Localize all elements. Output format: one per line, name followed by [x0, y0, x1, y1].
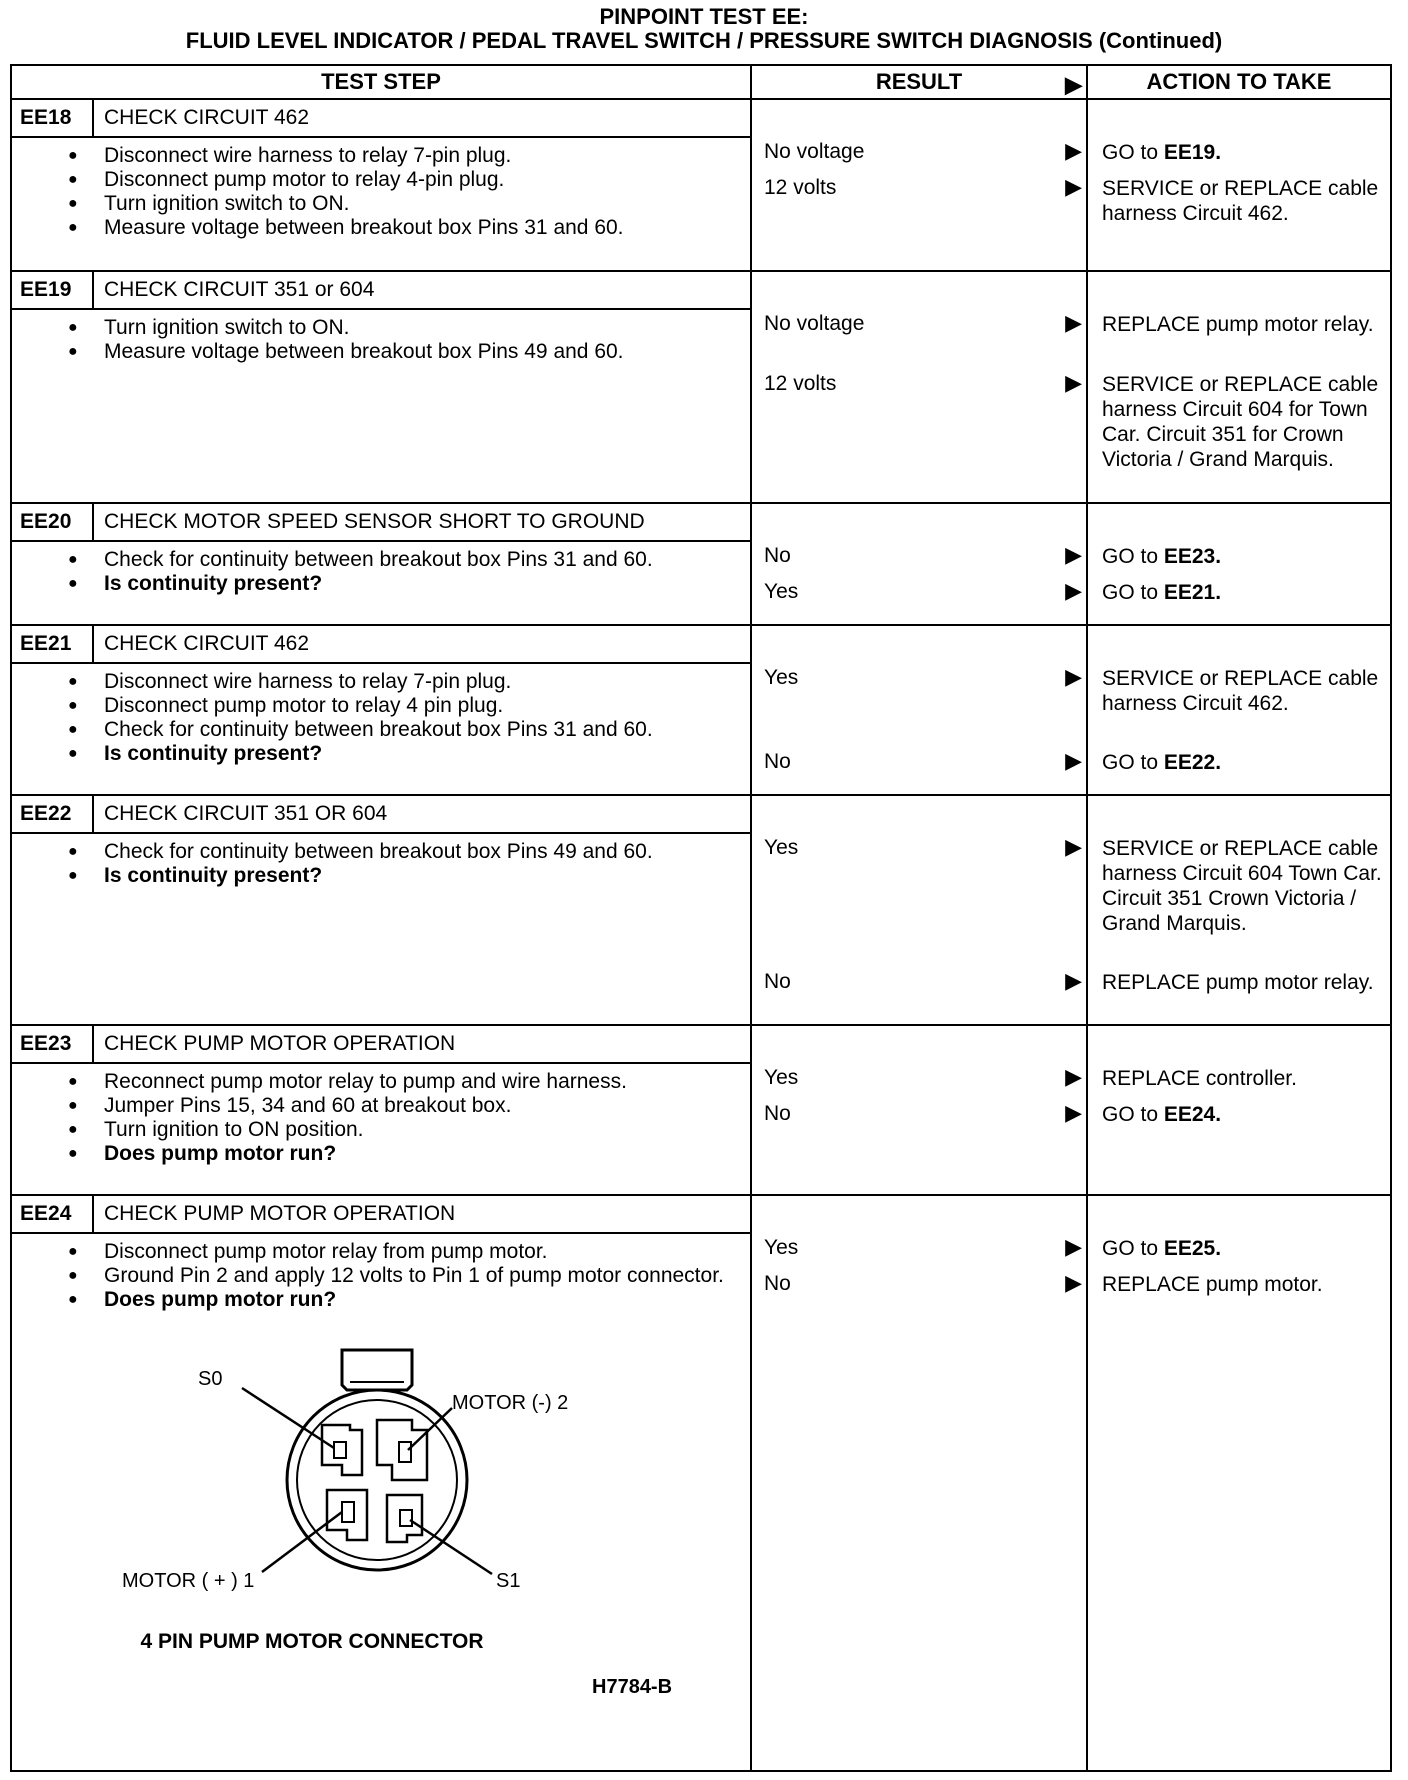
list-item-question: ● Is continuity present? [104, 864, 740, 888]
result-cell [751, 503, 1087, 625]
col-header-test-step: TEST STEP [11, 65, 751, 99]
list-item: ● Disconnect wire harness to relay 7-pin plug. [104, 144, 740, 168]
test-step-cell [11, 795, 751, 1025]
arrow-right-icon: ▶ [1065, 968, 1082, 993]
list-item: ● Disconnect pump motor to relay 4-pin plug. [104, 168, 740, 192]
list-item: ● Ground Pin 2 and apply 12 volts to Pin 1 of pump motor connector. [104, 1264, 740, 1288]
test-step-cell [11, 99, 751, 271]
list-item: ● Check for continuity between breakout box Pins 49 and 60. [104, 840, 740, 864]
action-text: SERVICE or REPLACE cable harness Circuit 462. [1102, 177, 1379, 225]
result-value: No [764, 544, 791, 567]
test-step-cell [11, 1025, 751, 1195]
list-item-question: ● Is continuity present? [104, 572, 740, 596]
action-text: GO to EE22. [1102, 751, 1222, 774]
result-value: No [764, 970, 791, 993]
list-item-question: ● Does pump motor run? [104, 1288, 740, 1312]
label-s1: S1 [496, 1570, 521, 1592]
label-s0: S0 [198, 1368, 223, 1390]
step-title: CHECK PUMP MOTOR OPERATION [104, 1032, 456, 1055]
arrow-right-icon: ▶ [1065, 1234, 1082, 1259]
table-row [11, 795, 1391, 1025]
step-id: EE20 [12, 504, 94, 540]
arrow-right-icon: ▶ [1065, 1100, 1082, 1125]
label-motor-pos: MOTOR ( + ) 1 [122, 1570, 255, 1592]
action-cell [1087, 503, 1391, 625]
action-text: REPLACE pump motor relay. [1102, 971, 1374, 994]
col-header-result-label: RESULT [875, 69, 963, 94]
result-value: Yes [764, 1236, 799, 1259]
step-title: CHECK CIRCUIT 351 OR 604 [104, 802, 388, 825]
step-id: EE19 [12, 272, 94, 308]
result-value: 12 volts [764, 372, 837, 395]
list-item: ● Disconnect pump motor to relay 4 pin plug. [104, 694, 740, 718]
figure-id: H7784-B [592, 1676, 673, 1698]
test-step-cell [11, 503, 751, 625]
arrow-right-icon: ▶ [1065, 1064, 1082, 1089]
list-item: ● Measure voltage between breakout box Pins 31 and 60. [104, 216, 740, 240]
result-value: Yes [764, 836, 799, 859]
test-step-cell [11, 271, 751, 503]
action-text: GO to EE24. [1102, 1103, 1222, 1126]
action-cell [1087, 1025, 1391, 1195]
test-step-cell [11, 625, 751, 795]
action-cell [1087, 1195, 1391, 1771]
result-value: No voltage [764, 140, 865, 163]
list-item: ● Check for continuity between breakout box Pins 31 and 60. [104, 718, 740, 742]
page-title: PINPOINT TEST EE: [599, 4, 809, 29]
table-row [11, 1025, 1391, 1195]
arrow-right-icon: ▶ [1065, 310, 1082, 335]
step-title: CHECK CIRCUIT 462 [104, 632, 309, 655]
result-value: No voltage [764, 312, 865, 335]
col-header-action: ACTION TO TAKE [1087, 65, 1391, 99]
action-cell [1087, 795, 1391, 1025]
table-row [11, 271, 1391, 503]
action-text: REPLACE controller. [1102, 1067, 1297, 1090]
arrow-right-icon: ▶ [1065, 748, 1082, 773]
step-title: CHECK MOTOR SPEED SENSOR SHORT TO GROUND [104, 510, 645, 533]
col-header-result [751, 65, 1087, 99]
table-row [11, 503, 1391, 625]
arrow-right-icon: ▶ [1065, 834, 1082, 859]
table-row [11, 99, 1391, 271]
list-item: ● Measure voltage between breakout box Pins 49 and 60. [104, 340, 740, 364]
table-row [11, 625, 1391, 795]
arrow-right-icon: ▶ [1065, 72, 1082, 97]
result-cell [751, 99, 1087, 271]
arrow-right-icon: ▶ [1065, 578, 1082, 603]
test-step-cell [11, 1195, 751, 1771]
arrow-right-icon: ▶ [1065, 174, 1082, 199]
arrow-right-icon: ▶ [1065, 664, 1082, 689]
step-title: CHECK PUMP MOTOR OPERATION [104, 1202, 456, 1225]
action-cell [1087, 271, 1391, 503]
result-value: No [764, 1272, 791, 1295]
step-title: CHECK CIRCUIT 351 or 604 [104, 278, 375, 301]
list-item: ● Check for continuity between breakout box Pins 31 and 60. [104, 548, 740, 572]
action-text: REPLACE pump motor relay. [1102, 313, 1374, 336]
result-value: 12 volts [764, 176, 837, 199]
result-value: No [764, 1102, 791, 1125]
list-item-question: ● Is continuity present? [104, 742, 740, 766]
label-motor-neg: MOTOR (-) 2 [452, 1392, 569, 1414]
table-row [11, 1195, 1391, 1771]
diagram-caption: 4 PIN PUMP MOTOR CONNECTOR [140, 1630, 484, 1653]
step-id: EE22 [12, 796, 94, 832]
result-cell [751, 1025, 1087, 1195]
step-title: CHECK CIRCUIT 462 [104, 106, 309, 129]
action-text: REPLACE pump motor. [1102, 1273, 1323, 1296]
action-text: GO to EE25. [1102, 1237, 1222, 1260]
action-text: SERVICE or REPLACE cable harness Circuit 604 Town Car. Circuit 351 Crown Victoria / Grand Marquis. [1102, 837, 1382, 935]
step-id: EE21 [12, 626, 94, 662]
arrow-right-icon: ▶ [1065, 370, 1082, 395]
action-cell [1087, 99, 1391, 271]
arrow-right-icon: ▶ [1065, 1270, 1082, 1295]
list-item: ● Disconnect wire harness to relay 7-pin plug. [104, 670, 740, 694]
result-value: Yes [764, 580, 799, 603]
result-cell [751, 625, 1087, 795]
result-value: Yes [764, 1066, 799, 1089]
list-item: ● Turn ignition to ON position. [104, 1118, 740, 1142]
diagnosis-table [10, 64, 1392, 1772]
list-item: ● Jumper Pins 15, 34 and 60 at breakout box. [104, 1094, 740, 1118]
action-text: SERVICE or REPLACE cable harness Circuit 462. [1102, 667, 1379, 715]
arrow-right-icon: ▶ [1065, 138, 1082, 163]
step-id: EE23 [12, 1026, 94, 1062]
result-cell [751, 1195, 1087, 1771]
result-value: No [764, 750, 791, 773]
list-item: ● Disconnect pump motor relay from pump motor. [104, 1240, 740, 1264]
action-cell [1087, 625, 1391, 795]
result-cell [751, 795, 1087, 1025]
list-item: ● Turn ignition switch to ON. [104, 316, 740, 340]
step-id: EE18 [12, 100, 94, 136]
list-item: ● Turn ignition switch to ON. [104, 192, 740, 216]
result-cell [751, 271, 1087, 503]
arrow-right-icon: ▶ [1065, 542, 1082, 567]
connector-diagram [12, 1330, 750, 1698]
result-value: Yes [764, 666, 799, 689]
page-subtitle: FLUID LEVEL INDICATOR / PEDAL TRAVEL SWITCH / PRESSURE SWITCH DIAGNOSIS (Continued) [185, 28, 1223, 53]
action-text: SERVICE or REPLACE cable harness Circuit 604 for Town Car. Circuit 351 for Crown Victoria / Grand Marquis. [1102, 373, 1379, 471]
list-item-question: ● Does pump motor run? [104, 1142, 740, 1166]
list-item: ● Reconnect pump motor relay to pump and wire harness. [104, 1070, 740, 1094]
action-text: GO to EE19. [1102, 141, 1222, 164]
step-id: EE24 [12, 1196, 94, 1232]
action-text: GO to EE23. [1102, 545, 1222, 568]
action-text: GO to EE21. [1102, 581, 1222, 604]
